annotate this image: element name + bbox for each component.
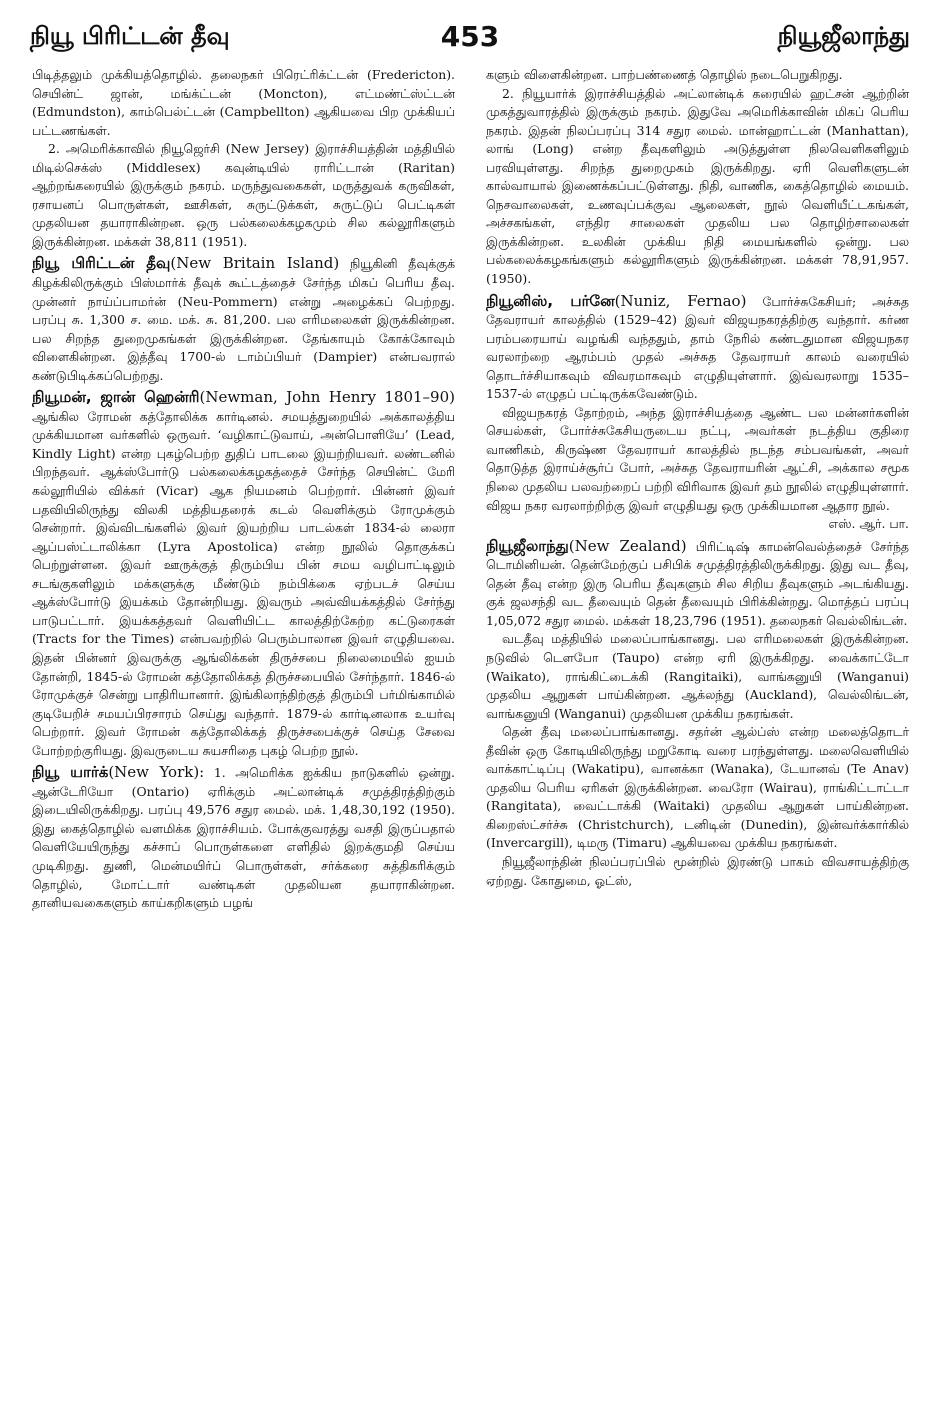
entry-headword: நியூ பிரிட்டன் தீவு <box>32 254 171 273</box>
paragraph: வடதீவு மத்தியில் மலைப்பாங்கானது. பல எரிமலைகள் இருக்கின்றன. நடுவில் டௌபோ (Taupo) என்ற ஏரி இருக்கிறது. வைக்காட்டோ (Waikato), ராங்கிட்டைக்கி (Rangitaiki), வாங்கனுயி (Wanganui) முதலிய ஆறுகள் பாய்கின்றன. ஆக்லந்து (Auckland), வெல்லிங்டன், வாங்கனுயி (Wanganui) முதலியன முக்கிய நகரங்கள். <box>486 631 909 721</box>
running-head-left: நியூ பிரிட்டன் தீவு <box>30 22 230 50</box>
entry-latin-name: (New York): <box>108 763 205 782</box>
page-number: 453 <box>440 20 500 53</box>
entry-headword: நியூமன், ஜான் ஹென்ரி <box>32 388 200 407</box>
entry-new-britain-island <box>32 254 455 385</box>
paragraph <box>486 404 909 534</box>
entry-headword: நியூஜீலாந்து <box>486 536 569 555</box>
entry-latin-name: (New Zealand) <box>568 536 687 555</box>
entry-latin-name: (Newman, John Henry 1801–90) <box>199 388 455 407</box>
entry-body: 1. அமெரிக்க ஐக்கிய நாடுகளில் ஒன்று. ஆன்டேரியோ (Ontario) ஏரிக்கும் அட்லான்டிக் சமுத்திரத்திற்கும் இடையிலிருக்கிறது. பரப்பு 49,576 சதுர மைல். மக். 1,48,30,192 (1950). இது கைத்தொழில் வளமிக்க இராச்சியம். போக்குவரத்து வசதி இருப்பதால் வெளியேயிருந்து கச்சாப் பொருள்களை எளிதில் இறக்குமதி செய்ய முடிகிறது. துணி, மென்மயிர்ப் பொருள்கள், சர்க்கரை சுத்திகரிக்கும் தொழில், மோட்டார் வண்டிகள் முதலியன தயாராகின்றன. தானியவகைகளும் காய்கறிகளும் பழங் <box>32 765 455 911</box>
right-column <box>486 66 909 1416</box>
entry-body: பிரிட்டிஷ் காமன்வெல்த்தைச் சேர்ந்த டொமினியன். தென்மேற்குப் பசிபிக் சமுத்திரத்திலிருக்கிறது. இது வட தீவு, தென் தீவு என்ற இரு பெரிய தீவுகளும் சில சிறிய தீவுகளும் அடங்கியது. குக் ஜலசந்தி வட தீவையும் தென் தீவையும் பிரிக்கின்றது. மொத்தப் பரப்பு 1,05,072 சதுர மைல். மக்கள் 18,23,796 (1951). தலைநகர் வெல்லிங்டன். <box>486 538 909 628</box>
entry-latin-name: (Nuniz, Fernao) <box>614 291 747 310</box>
entry-newman-john-henry <box>32 388 455 760</box>
continuation-text: களும் விளைகின்றன. பாற்பண்ணைத் தொழில் நடைபெறுகிறது. <box>486 67 843 82</box>
continuation-text: பிடித்தலும் முக்கியத்தொழில். தலைநகர் பிரெட்ரிக்ட்டன் (Fredericton). செயின்ட் ஜான், மங்க்ட்டன் (Moncton), எட்மண்ட்ஸ்ட்டன் (Edmundston), காம்பெல்ட்டன் (Campbellton) ஆகியவை பிற முக்கியப் பட்டணங்கள். <box>32 67 455 138</box>
author-signature: எஸ். ஆர். பா. <box>828 516 909 532</box>
paragraph: 2. அமெரிக்காவில் நியூஜெர்சி (New Jersey) இராச்சியத்தின் மத்தியில் மிடில்செக்ஸ் (Middlesex) கவுன்டியில் ராரிட்டான் (Raritan) ஆற்றங்கரையில் இருக்கும் நகரம். மருந்துவகைகள், மருத்துவக் கருவிகள், ரசாயனப் பொருள்கள், ஊசிகள், சுருட்டுக்கள், சுருட்டுப் பெட்டிகள் முதலியன தயாராகின்றன. ஒரு பல்கலைக்கழகமும் சில கல்லூரிகளும் இருக்கின்றன. மக்கள் 38,811 (1951). <box>32 141 455 249</box>
entry-body: ஆங்கில ரோமன் கத்தோலிக்க கார்டினல். சமயத்துறையில் அக்காலத்திய முக்கியமான வர்களில் ஒருவர். ‘வழிகாட்டுவாய், அன்பொளியே’ (Lead, Kindly Light) என்ற புகழ்பெற்ற துதிப் பாடலை இயற்றியவர். லண்டனில் பிறந்தவர். ஆக்ஸ்போர்டு பல்கலைக்கழகத்தைச் சேர்ந்த செயின்ட் மேரி கல்லூரியில் விக்கர் (Vicar) ஆக நியமனம் பெற்றார். பின்னர் இவர் பதவியிலிருந்து விலகி மத்தியதரைக் கடல் வெளிக்கும் ரோமுக்கும் சென்றார். இவ்விடங்களில் இவர் இயற்றிய பாடல்கள் 1834-ல் லைரா ஆப்பஸ்ட்டாலிக்கா (Lyra Apostolica) என்ற நூலில் தொகுக்கப் பெற்றுள்ளன. இவர் ஊருக்குத் திரும்பிய பின் சமய வழிபாட்டிலும் சடங்குகளிலும் மக்களுக்கு மீண்டும் நம்பிக்கை ஏற்படச் செய்ய ஆக்ஸ்போர்டு இயக்கம் தோன்றியது. இவரும் அவ்வியக்கத்தில் சேர்ந்து பாடுபட்டார். இயக்கத்தவர் வெளியிட்ட காலத்திற்கேற்ற கட்டுரைகள் (Tracts for the Times) என்பவற்றில் பெரும்பாலான இவர் எழுதியவை. இதன் பின்னர் இவருக்கு ஆங்லிக்கன் திருச்சபை நிலைமையில் ஐயம் தோன்றி, 1845-ல் ரோமன் கத்தோலிக்கத் திருச்சபையில் சேர்ந்தார். 1846-ல் ரோமுக்குச் சென்று பாதிரியானார். இங்கிலாந்திற்குத் திரும்பி பர்மிங்காமில் குடியேறிச் சமயப்பிரசாரம் செய்து வந்தார். 1879-ல் கார்டினலாக உயர்வு பெற்றார். இவர் ரோமன் கத்தோலிக்கத் திருச்சபைக்குச் செய்த சேவை போற்றற்குரியது. இவருடைய சுயசரிதை புகழ் பெற்ற நூல். <box>32 408 455 758</box>
paragraph: தென் தீவு மலைப்பாங்கானது. சதர்ன் ஆல்ப்ஸ் என்ற மலைத்தொடர் தீவின் ஒரு கோடியிலிருந்து மறுகோடி வரை பரந்துள்ளது. மலைவெளியில் வாக்காட்டிப்பு (Wakatipu), வானக்கா (Wanaka), டேயானவ் (Te Anav) முதலிய பெரிய ஏரிகள் இருக்கின்றன. வைரோ (Wairau), ராங்கிட்டாட்டா (Rangitata), வைட்டாக்கி (Waitaki) முதலிய ஆறுகள் பாய்கின்றன. கிறைஸ்ட்சர்ச்சு (Christchurch), டனிடின் (Dunedin), இன்வர்க்கார்கில் (Invercargill), டிமரு (Timaru) ஆகியவை முக்கிய நகரங்கள். <box>486 724 909 851</box>
left-column <box>32 66 455 1416</box>
page-header <box>30 16 910 60</box>
entry-new-york <box>32 763 455 912</box>
entry-headword: நியூ யார்க் <box>32 763 109 782</box>
paragraph: 2. நியூயார்க் இராச்சியத்தில் அட்லான்டிக் கரையில் ஹட்சன் ஆற்றின் முகத்துவாரத்தில் இருக்கும் நகரம். இதுவே அமெரிக்காவின் மிகப் பெரிய நகரம். இதன் நிலப்பரப்பு 314 சதுர மைல். மான்ஹாட்டன் (Manhattan), லாங் (Long) என்ற தீவுகளிலும் அடுத்துள்ள நிலவெளிகளிலும் பரவியுள்ளது. சிறந்த துறைமுகம் இருக்கிறது. ஏரி வெளிகளுடன் கால்வாயால் இணைக்கப்பட்டுள்ளது. நிதி, வாணிக, கைத்தொழில் மையம். நெசவாலைகள், உணவுப்பக்குவ ஆலைகள், நூல் வெளியீட்டகங்கள், அச்சகங்கள், எந்திர சாலைகள் முதலிய பல தொழிற்சாலைகள் இருக்கின்றன. உலகின் முக்கிய நிதி மையங்களில் ஒன்று. பல பல்கலைக்கழகங்களும் கல்லூரிகளும் இருக்கின்றன. மக்கள் 78,91,957. (1950). <box>486 85 909 287</box>
entry-new-zealand <box>486 537 909 631</box>
running-head-right: நியூஜீலாந்து <box>777 22 910 50</box>
entry-headword: நியூனிஸ், பர்னே <box>486 291 615 310</box>
paragraph: நியூஜீலாந்தின் நிலப்பரப்பில் மூன்றில் இரண்டு பாகம் விவசாயத்திற்கு ஏற்றது. கோதுமை, ஓட்ஸ், <box>486 853 909 888</box>
entry-latin-name: (New Britain Island) <box>170 254 340 273</box>
entry-body: போர்ச்சுகேசியர்; அச்சுத தேவராயர் காலத்தில் (1529–42) இவர் விஜயநகரத்திற்கு வந்தார். கர்ண பரம்பரையாய் வழங்கி வந்ததும், தாம் நேரில் கண்டதுமான விஜயநகர வரலாற்றை ஆரம்பம் முதல் அச்சுத தேவராயர் காலம் வரையில் தொடர்ச்சியாகவும் விவரமாகவும் எழுதியுள்ளார். இவ்வரலாறு 1535–1537-ல் எழுதப் பட்டிருக்கவேண்டும். <box>486 293 909 402</box>
paragraph-text: விஜயநகரத் தோற்றம், அந்த இராச்சியத்தை ஆண்ட பல மன்னர்களின் செயல்கள், போர்ச்சுகேசியருடைய நட்பு, அவர்கள் நடத்திய குதிரை வாணிகம், கிருஷ்ண தேவராயர் காலத்தில் நடந்த சம்பவங்கள், அவர் தொடுத்த இராய்ச்சூர்ப் போர், அச்சுத தேவராயரின் ஆட்சி, அக்கால சமூக நிலை முதலிய பலவற்றைப் பற்றி விரிவாக இவர் தம் நூலில் எழுதியுள்ளார். விஜய நகர வரலாற்றிற்கு இவர் எழுதியது ஒரு முக்கியமான ஆதார நூல். <box>486 404 909 513</box>
entry-nuniz-fernao <box>486 292 909 404</box>
entry-body: நியூகினி தீவுக்குக் கிழக்கிலிருக்கும் பிஸ்மார்க் தீவுக் கூட்டத்தைச் சேர்ந்த மிகப் பெரிய தீவு. முன்னர் நாய்ப்பாமர்ன் (Neu-Pommern) என்று அழைக்கப் பெற்றது. பரப்பு சு. 1,300 ச. மை. மக். சு. 81,200. பல எரிமலைகள் இருக்கின்றன. பல சிறந்த துறைமுகங்கள் இருக்கின்றன. தேங்காயும் கோக்கோவும் விளைகின்றன. இத்தீவு 1700-ல் டாம்ப்பியர் (Dampier) என்பவரால் கண்டுபிடிக்கப்பெற்றது. <box>32 256 455 383</box>
